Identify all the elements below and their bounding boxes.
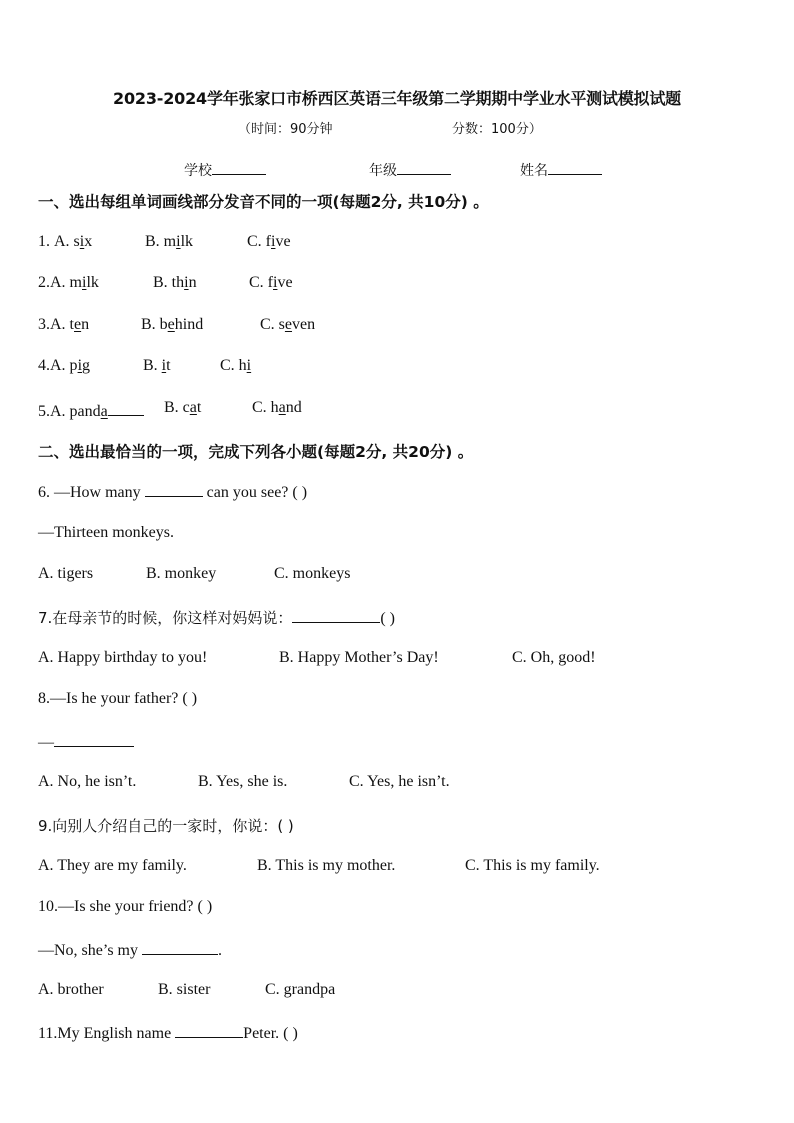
question-number: 2. xyxy=(38,274,50,291)
question-number: 5. xyxy=(38,403,50,420)
word-part: A. s xyxy=(54,233,80,250)
section1-question-2 xyxy=(38,274,293,292)
q9-stem xyxy=(38,815,294,836)
option-a[interactable] xyxy=(50,357,90,375)
q8-blank[interactable] xyxy=(54,732,134,747)
question-number: 4. xyxy=(38,357,50,374)
word-part: B. m xyxy=(145,233,177,250)
grade-field xyxy=(369,160,451,180)
option-c[interactable] xyxy=(220,357,251,375)
option-b[interactable] xyxy=(141,316,203,334)
word-part: g xyxy=(82,357,91,374)
q6-answer: —Thirteen monkeys. xyxy=(38,524,174,541)
word-part: x xyxy=(84,233,93,250)
underlined-letters: i xyxy=(271,233,276,250)
question-number: 3. xyxy=(38,316,50,333)
word-part: A. m xyxy=(50,274,82,291)
q9-option-b[interactable]: B. This is my mother. xyxy=(257,857,396,874)
time-label: （时间：90分钟 xyxy=(238,122,333,137)
q8-answer-dash: — xyxy=(38,734,54,751)
option-b[interactable] xyxy=(145,233,193,251)
word-part: C. h xyxy=(252,399,279,416)
word-part: A. p xyxy=(50,357,78,374)
question-number: 1. xyxy=(38,233,54,250)
q8-option-a[interactable]: A. No, he isn’t. xyxy=(38,773,137,790)
q9-stem-text: 9.向别人介绍自己的一家时，你说：( ) xyxy=(38,817,294,835)
underlined-letters: a xyxy=(189,399,197,416)
word-part: hind xyxy=(174,316,204,333)
underlined-letters: e xyxy=(284,316,293,333)
underlined-letters: a xyxy=(278,399,286,416)
q11-stem-end: Peter. ( ) xyxy=(243,1025,298,1042)
q7-stem xyxy=(38,607,395,628)
section1-question-3 xyxy=(38,316,316,334)
option-b[interactable] xyxy=(143,357,171,375)
word-part: ve xyxy=(275,233,291,250)
section1-question-5 xyxy=(38,399,302,421)
word-part: C. f xyxy=(249,274,273,291)
option-a[interactable] xyxy=(50,316,89,334)
option-c[interactable] xyxy=(249,274,293,292)
word-part: A. t xyxy=(50,316,74,333)
option-a[interactable] xyxy=(50,274,99,292)
word-part: lk xyxy=(86,274,99,291)
q10-answer-start: —No, she’s my xyxy=(38,942,142,959)
name-label: 姓名 xyxy=(520,163,548,179)
word-part: B. c xyxy=(164,399,190,416)
q7-option-b[interactable]: B. Happy Mother’s Day! xyxy=(279,649,439,666)
word-part: n xyxy=(188,274,197,291)
page-title: 2023-2024学年张家口市桥西区英语三年级第二学期期中学业水平测试模拟试题 xyxy=(113,89,681,108)
word-part: nd xyxy=(285,399,302,416)
word-part: B. th xyxy=(153,274,185,291)
q6-option-a[interactable]: A. tigers xyxy=(38,565,94,582)
word-part: B. b xyxy=(141,316,168,333)
option-c[interactable] xyxy=(247,233,291,251)
q11-stem xyxy=(38,1023,298,1043)
q10-option-b[interactable]: B. sister xyxy=(158,981,211,998)
q9-option-c[interactable]: C. This is my family. xyxy=(465,857,600,874)
option-b[interactable] xyxy=(153,274,197,292)
underlined-letters: i xyxy=(273,274,278,291)
word-part: t xyxy=(166,357,171,374)
q10-option-a[interactable]: A. brother xyxy=(38,981,104,998)
q7-stem-text: 7.在母亲节的时候，你这样对妈妈说： xyxy=(38,609,293,627)
q8-answer xyxy=(38,732,134,752)
q6-option-b[interactable]: B. monkey xyxy=(146,565,217,582)
q6-stem xyxy=(38,482,307,502)
underlined-letters: i xyxy=(161,357,167,374)
underlined-letters: e xyxy=(167,316,175,333)
word-part: C. h xyxy=(220,357,247,374)
q6-stem-end: can you see? ( ) xyxy=(202,484,308,501)
q8-option-c[interactable]: C. Yes, he isn’t. xyxy=(349,773,450,790)
q10-option-c[interactable]: C. grandpa xyxy=(265,981,336,998)
grade-label: 年级 xyxy=(369,163,397,179)
word-part: C. f xyxy=(247,233,271,250)
underlined-letters: i xyxy=(176,233,181,250)
option-c[interactable] xyxy=(252,399,302,417)
section1-question-1 xyxy=(38,233,291,251)
word-part: A. pand xyxy=(50,403,101,420)
section1-heading: 一、选出每组单词画线部分发音不同的一项(每题2分, 共10分) 。 xyxy=(38,193,489,211)
section1-question-4 xyxy=(38,357,252,375)
school-field xyxy=(184,160,266,180)
q6-blank[interactable] xyxy=(145,482,203,497)
word-part: lk xyxy=(180,233,194,250)
q7-option-c[interactable]: C. Oh, good! xyxy=(512,649,596,666)
q7-blank[interactable] xyxy=(292,608,380,623)
name-field xyxy=(520,160,602,180)
score-label: 分数：100分） xyxy=(452,122,542,137)
underlined-letters: i xyxy=(79,233,85,250)
underlined-letters: a xyxy=(100,403,108,420)
underlined-letters: i xyxy=(82,274,87,291)
word-part: t xyxy=(196,399,202,416)
school-label: 学校 xyxy=(184,163,212,179)
word-part: B. xyxy=(143,357,162,374)
word-part: ve xyxy=(277,274,293,291)
q10-blank[interactable] xyxy=(142,940,218,955)
q9-option-a[interactable]: A. They are my family. xyxy=(38,857,187,874)
underlined-letters: i xyxy=(246,357,252,374)
option-a[interactable] xyxy=(50,403,108,421)
grade-blank[interactable] xyxy=(397,160,451,175)
section2-heading: 二、选出最恰当的一项，完成下列各小题(每题2分, 共20分) 。 xyxy=(38,443,474,461)
q10-answer-end: . xyxy=(218,942,222,959)
underlined-letters: i xyxy=(184,274,189,291)
underlined-letters: e xyxy=(74,316,82,333)
name-blank[interactable] xyxy=(548,160,602,175)
word-part: C. s xyxy=(260,316,285,333)
school-blank[interactable] xyxy=(212,160,266,175)
option-a[interactable] xyxy=(54,233,92,251)
q10-answer xyxy=(38,940,222,960)
q7-paren: ( ) xyxy=(380,610,395,627)
q7-option-a[interactable]: A. Happy birthday to you! xyxy=(38,649,208,666)
q11-stem-start: 11.My English name xyxy=(38,1025,176,1042)
q8-option-b[interactable]: B. Yes, she is. xyxy=(198,773,288,790)
q6-option-c[interactable]: C. monkeys xyxy=(274,565,351,582)
q11-blank[interactable] xyxy=(175,1023,243,1038)
q10-stem: 10.—Is she your friend? ( ) xyxy=(38,898,213,915)
word-part: n xyxy=(81,316,90,333)
word-part: ven xyxy=(292,316,316,333)
option-b[interactable] xyxy=(164,399,201,417)
q6-stem-start: 6. —How many xyxy=(38,484,145,501)
q8-stem: 8.—Is he your father? ( ) xyxy=(38,690,198,707)
underline-gap xyxy=(108,399,144,416)
underlined-letters: i xyxy=(77,357,83,374)
option-c[interactable] xyxy=(260,316,315,334)
